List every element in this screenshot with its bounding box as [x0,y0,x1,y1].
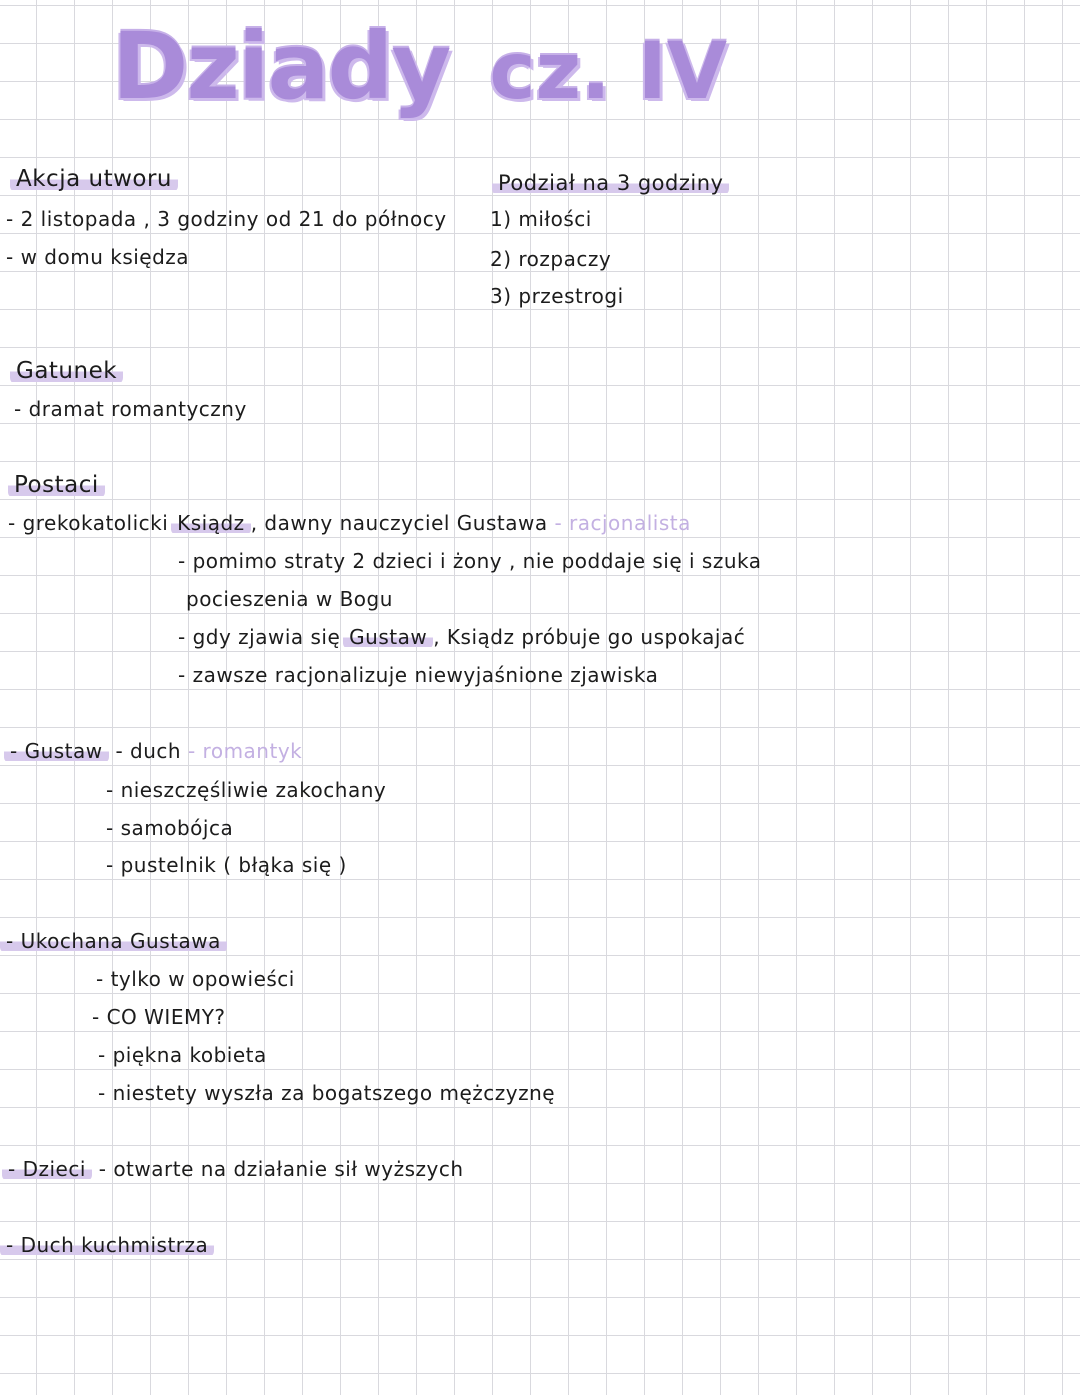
character-name: - Gustaw [4,739,109,763]
list-item: - pomimo straty 2 dzieci i żony , nie poddaje się i szuka [178,549,762,573]
list-item: - gdy zjawia się Gustaw , Ksiądz próbuje go uspokajać [178,625,746,649]
list-item: 1) miłości [490,207,592,231]
list-item: - CO WIEMY? [92,1005,226,1029]
list-item: pocieszenia w Bogu [186,587,393,611]
title-main: Dziady [112,13,450,120]
character-duch [4,1232,214,1258]
character-name: Ksiądz [171,511,251,535]
character-ukochana [4,928,227,954]
title-part: cz. IV [489,27,728,117]
list-item: - samobójca [106,816,234,840]
character-tag: - racjonalista [554,511,691,535]
list-item: - pustelnik ( błąka się ) [106,853,347,877]
section-heading-gatunek: Gatunek [14,358,123,384]
list-item: - zawsze racjonalizuje niewyjaśnione zjawiska [178,663,659,687]
character-gustaw: - Gustaw - duch - romantyk [8,738,302,764]
list-item: - w domu księdza [6,245,190,269]
page-title [112,12,727,127]
character-tag: - romantyk [187,739,303,763]
list-item: 3) przestrogi [490,284,624,308]
character-name: - Dzieci [2,1157,92,1181]
section-heading-postaci: Postaci [12,472,105,498]
list-item: - 2 listopada , 3 godziny od 21 do północy [6,207,447,231]
character-name: - Duch kuchmistrza [0,1233,214,1257]
character-dzieci: - Dzieci - otwarte na działanie sił wyższych [6,1156,464,1182]
character-name: - Ukochana Gustawa [0,929,227,953]
section-heading-akcja: Akcja utworu [14,166,178,192]
list-item: - niestety wyszła za bogatszego mężczyznę [98,1081,556,1105]
list-item: - tylko w opowieści [96,967,295,991]
section-heading-podzial: Podział na 3 godziny [496,170,729,196]
list-item: - piękna kobieta [98,1043,267,1067]
list-item: - nieszczęśliwie zakochany [106,778,387,802]
list-item: - dramat romantyczny [14,397,247,421]
list-item: 2) rozpaczy [490,247,612,271]
character-ksiadz: - grekokatolicki Ksiądz , dawny nauczyciel Gustawa - racjonalista [8,511,691,535]
